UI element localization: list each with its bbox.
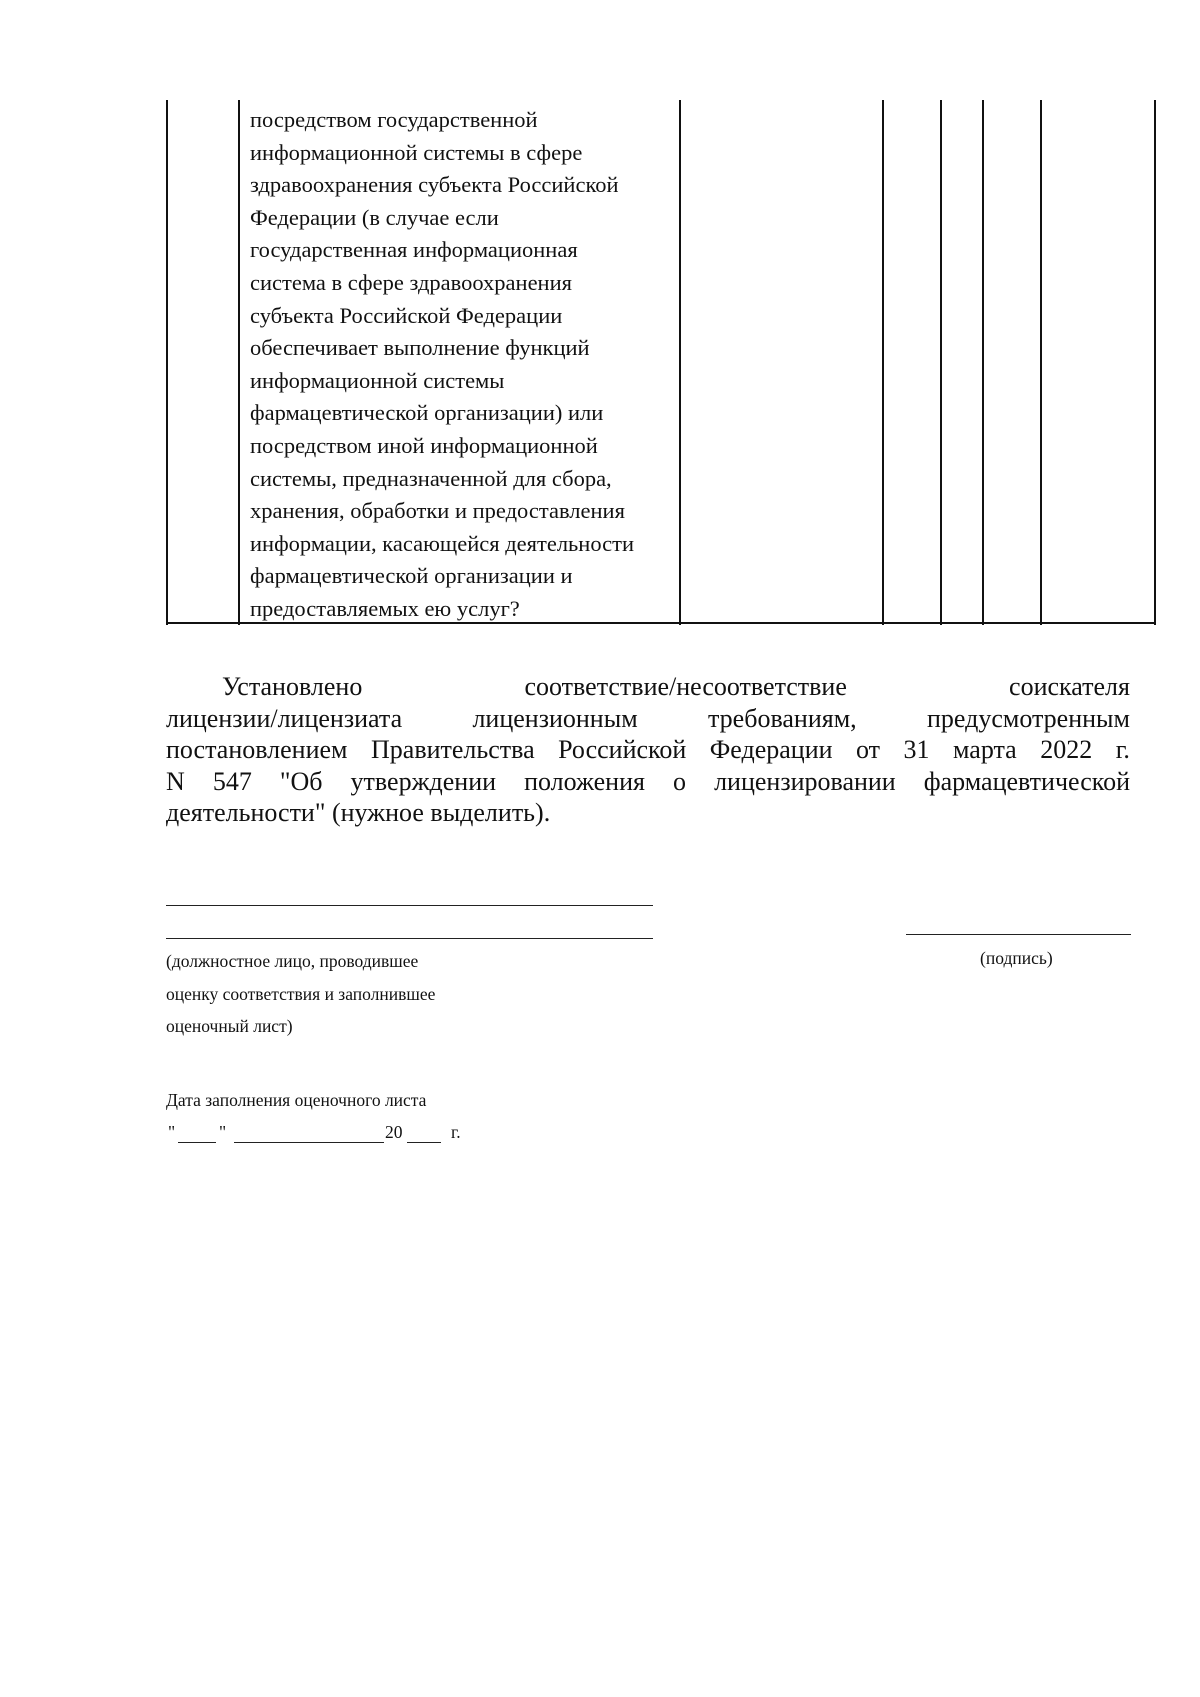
- official-name-line-2: [166, 938, 653, 939]
- word: "Об: [279, 766, 323, 796]
- date-quote-close: ": [219, 1122, 227, 1142]
- year-blank: [407, 1142, 441, 1143]
- signature-caption: (подпись): [980, 948, 1053, 968]
- word: г.: [1115, 735, 1130, 764]
- word: предусмотренным: [927, 703, 1130, 733]
- question-text: посредством государственной информационной системы в сфере здравоохранения субъекта Российской Федерации (в случае если государственная информационная система в сфере здравоохранения субъекта Российской Федерации обеспечивает выполнение функций информационной системы фармацевтической организации) или посредством иной информационной системы, предназначенной для сбора, хранения, обработки и предоставления информации, касающейся деятельности фармацевтической организации и предоставляемых ею услуг?: [250, 107, 635, 621]
- word: N: [166, 766, 185, 796]
- word: марта: [953, 735, 1017, 764]
- word: лицензии/лицензиата: [166, 703, 403, 733]
- table-divider-col1: [238, 100, 240, 625]
- word: Установлено: [222, 672, 363, 701]
- official-caption-line-1: (должностное лицо, проводившее: [166, 951, 419, 971]
- official-caption-line-2: оценку соответствия и заполнившее: [166, 984, 436, 1004]
- conclusion-line-5: [166, 797, 1130, 829]
- word: лицензионным: [472, 703, 638, 733]
- word: о: [673, 766, 687, 796]
- word: деятельности" (нужное выделить).: [166, 798, 551, 827]
- day-blank: [178, 1142, 216, 1143]
- word: 547: [212, 766, 252, 796]
- word: от: [856, 735, 881, 764]
- word: требованиям,: [708, 703, 857, 733]
- word: Правительства: [371, 735, 535, 764]
- word: соответствие/несоответствие: [524, 672, 847, 701]
- word: фармацевтической: [923, 766, 1130, 796]
- word: Федерации: [709, 735, 833, 764]
- table-border-right: [1154, 100, 1156, 625]
- table-divider-col3: [882, 100, 884, 625]
- table-border-left: [166, 100, 168, 625]
- word: соискателя: [1009, 672, 1130, 701]
- table-divider-col4: [940, 100, 942, 625]
- signature-line: [906, 934, 1131, 935]
- word: постановлением: [166, 735, 348, 764]
- table-divider-col5: [982, 100, 984, 625]
- word: 31: [903, 735, 930, 764]
- date-year-suffix: г.: [451, 1122, 461, 1142]
- word: положения: [524, 766, 645, 796]
- conclusion-line-3: [166, 734, 1130, 766]
- date-century: 20: [385, 1122, 403, 1142]
- word: утверждении: [350, 766, 497, 796]
- date-label: Дата заполнения оценочного листа: [166, 1090, 427, 1110]
- conclusion-line-4: [166, 766, 1130, 798]
- conclusion-paragraph: [166, 671, 1130, 829]
- word: 2022: [1040, 735, 1093, 764]
- official-caption-line-3: оценочный лист): [166, 1016, 293, 1036]
- word: Российской: [558, 735, 687, 764]
- table-divider-col6: [1040, 100, 1042, 625]
- date-quote-open: ": [168, 1122, 176, 1142]
- word: лицензировании: [714, 766, 896, 796]
- official-name-line-1: [166, 905, 653, 906]
- conclusion-line-2: [166, 703, 1130, 735]
- conclusion-line-1: [166, 671, 1130, 703]
- checklist-table-fragment: [166, 100, 1156, 625]
- month-blank: [234, 1142, 384, 1143]
